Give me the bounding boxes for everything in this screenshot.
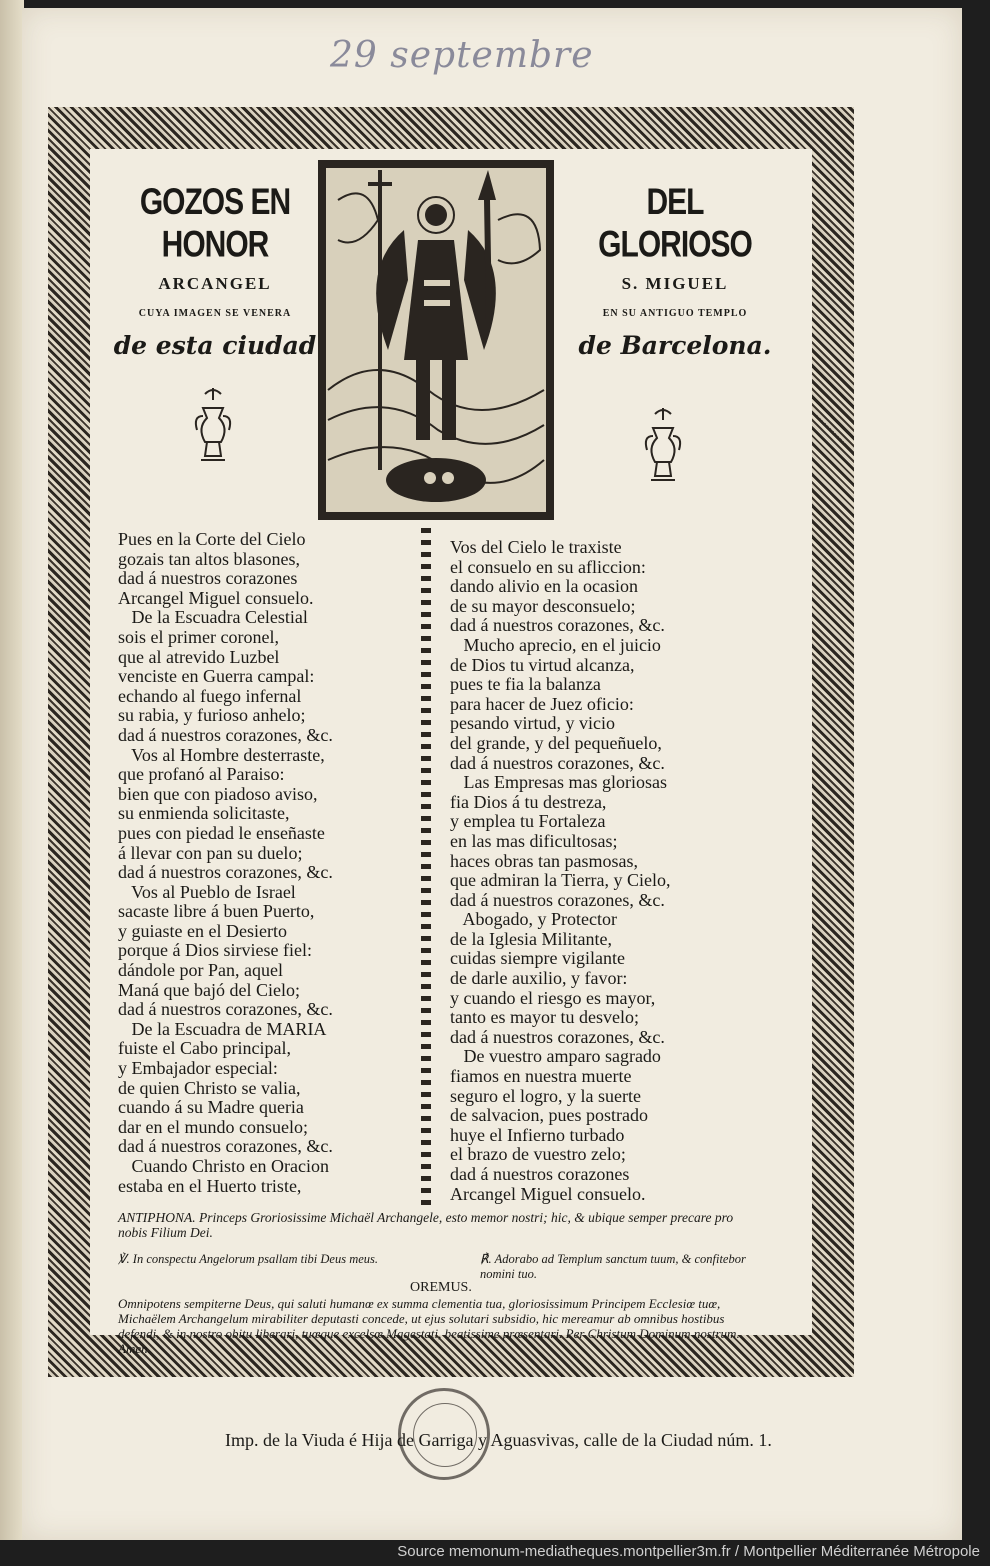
- poem-column-right: Vos del Cielo le traxiste el consuelo en su afliccion: dando alivio en la ocasion de su mayor desconsuelo; dad á nuestros corazones, &c. Mucho aprecio, en el juicio de Dios tu virtud alcanza, pues te fia la balanza para hacer de Juez oficio: pesando virtud, y vicio del grande, y del pequeñuelo, dad á nuestros corazones, &c. Las Empresas mas gloriosas fia Dios á tu destreza, y emplea tu Fortaleza en las mas dificultosas; haces obras tan pasmosas, que admiran la Tierra, y Cielo, dad á nuestros corazones, &c. Abogado, y Protector de la Iglesia Militante, cuidas siempre vigilante de darle auxilio, y favor: y cuando el riesgo es mayor, tanto es mayor tu desvelo; dad á nuestros corazones, &c. De vuestro amparo sagrado fiamos en nuestra muerte seguro el logro, y la suerte de salvacion, pues postrado huye el Infierno turbado el brazo de vuestro zelo; dad á nuestros corazones Arcangel Miguel consuelo.: [450, 537, 671, 1204]
- title-line-gozos: GOZOS EN HONOR: [139, 181, 291, 266]
- book-spine-edge: [0, 0, 24, 1540]
- title-line-arcangel: ARCANGEL: [158, 274, 272, 293]
- title-line-de-barcelona: de Barcelona.: [578, 331, 772, 360]
- title-left-block: [110, 181, 320, 360]
- poem-column-left: Pues en la Corte del Cielo gozais tan altos blasones, dad á nuestros corazones Arcangel Miguel consuelo. De la Escuadra Celestial sois el primer coronel, que al atrevido Luzbel venciste en Guerra campal: echando al fuego infernal su rabia, y furioso anhelo; dad á nuestros corazones, &c. Vos al Hombre desterraste, que profanó al Paraiso: bien que con piadoso aviso, su enmienda solicitaste, pues con piedad le enseñaste á llevar con pan su duelo; dad á nuestros corazones, &c. Vos al Pueblo de Israel sacaste libre á buen Puerto, y guiaste en el Desierto porque á Dios sirviese fiel: dándole por Pan, aquel Maná que bajó del Cielo; dad á nuestros corazones, &c. De la Escuadra de MARIA fuiste el Cabo principal, y Embajador especial: de quien Christo se valia, cuando á su Madre queria dar en el mundo consuelo; dad á nuestros corazones, &c. Cuando Christo en Oracion estaba en el Huerto triste,: [118, 529, 333, 1196]
- response-text: ℟. Adorabo ad Templum sanctum tuum, & confitebor nomini tuo.: [480, 1252, 746, 1281]
- title-line-de-esta-ciudad: de esta ciudad: [113, 331, 317, 360]
- source-attribution: Source memonum-mediatheques.montpellier3m.fr / Montpellier Méditerranée Métropole: [397, 1543, 980, 1560]
- versicle-text: ℣. In conspectu Angelorum psallam tibi Deus meus.: [118, 1252, 379, 1266]
- title-line-cuya-imagen: CUYA IMAGEN SE VENERA: [138, 308, 292, 319]
- title-line-antiguo-templo: EN SU ANTIGUO TEMPLO: [602, 308, 748, 319]
- column-divider-ornament: [421, 528, 431, 1208]
- saint-michael-woodcut: [318, 160, 554, 520]
- antiphona-text: ANTIPHONA. Princeps Groriosissime Michaël Archangele, esto memor nostri; hic, & ubique semper precare pro nobis Filium Dei.: [118, 1210, 734, 1240]
- handwritten-date-note: 29 septembre: [330, 35, 594, 76]
- title-line-del-glorioso: DEL GLORIOSO: [598, 181, 752, 266]
- oremus-prayer-text: Omnipotens sempiterne Deus, qui saluti humanœ ex summa clementia tua, gloriosissimum Principem Ecclesiœ tuœ, Michaëlem Archangelum mirabiliter deputasti concede, ut ejus solutari subsidio, hic mereamur ab omnibus hostibus defendi, & in nostro obitu liberari, tuœque excelsœ Magestati, beatissime prœsentari. Per Christum Dominum nostrum. Amen.: [118, 1296, 740, 1356]
- oremus-heading: OREMUS.: [410, 1280, 472, 1295]
- printer-imprint: Imp. de la Viuda é Hija de Garriga y Aguasvivas, calle de la Ciudad núm. 1.: [225, 1430, 772, 1450]
- title-line-san-miguel: S. MIGUEL: [621, 274, 729, 293]
- title-right-block: [570, 181, 780, 360]
- urn-ornament-left: [193, 386, 233, 466]
- urn-ornament-right: [643, 406, 683, 486]
